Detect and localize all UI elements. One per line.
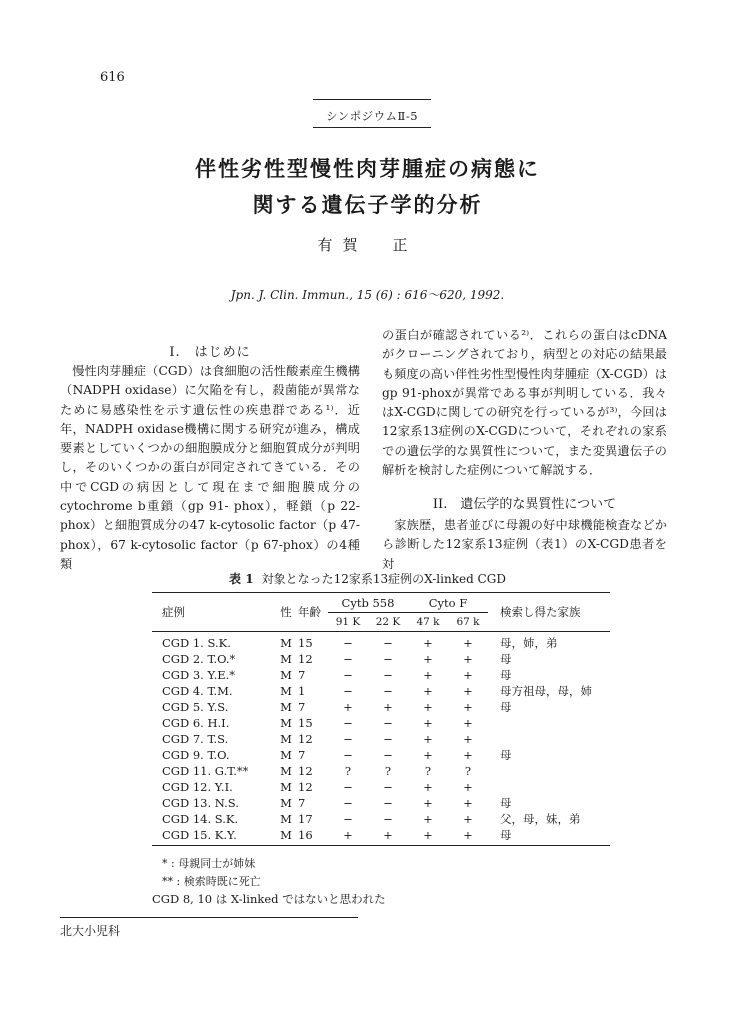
cell-family bbox=[488, 715, 610, 731]
cell-67k: + bbox=[463, 636, 473, 650]
cell-sex: M bbox=[280, 700, 292, 714]
header-family: 検索し得た家族 bbox=[488, 593, 610, 632]
cell-91k: − bbox=[343, 812, 353, 826]
table-caption-text: 対象となった12家系13症例のX-linked CGD bbox=[261, 572, 506, 586]
cell-family bbox=[488, 731, 610, 747]
cell-age: 16 bbox=[298, 827, 328, 846]
cell-47k: + bbox=[423, 652, 433, 666]
table-row bbox=[152, 811, 610, 827]
cell-family: 父，母，妹，弟 bbox=[500, 812, 581, 826]
cell-case: CGD 4. T.M. bbox=[162, 684, 233, 698]
cell-family: 母 bbox=[500, 652, 512, 666]
cell-age: 7 bbox=[298, 668, 306, 682]
cell-family: 母 bbox=[500, 700, 512, 714]
section2-paragraph: 家族歴，患者並びに母親の好中球機能検査などから診断した12家系13症例（表1）のX-CGD患者を対 bbox=[382, 518, 667, 571]
cell-case: CGD 7. T.S. bbox=[162, 732, 229, 746]
header-case: 症例 bbox=[152, 593, 274, 632]
paper-title-line2: 関する遺伝子学的分析 bbox=[252, 192, 483, 217]
cell-sex: M bbox=[274, 827, 298, 846]
cell-age: 12 bbox=[298, 780, 313, 794]
cell-91k: − bbox=[343, 636, 353, 650]
cell-47k: + bbox=[423, 668, 433, 682]
section1-paragraph: 慢性肉芽腫症（CGD）は食細胞の活性酸素産生機構（NADPH oxidase）に欠陥を有し，殺菌能が異常なために易感染性を示す遺伝性の疾患群である¹⁾．近年，NADPH oxidase機構に関する研究が進み，構成要素としていくつかの細胞膜成分と細胞質成分が判明し，そのいくつかの蛋白が同定されてきている．その中でCGDの病因として現在まで細胞膜成分のcytochrome b重鎖（gp 91- phox），軽鎖（p 22-phox）と細胞質成分の47 k-cytosolic factor（p 47-phox），67 k-cytosolic factor（p 67-phox）の4種類 bbox=[60, 364, 360, 571]
table-note-1: * : 母親同士が姉妹 bbox=[162, 857, 256, 870]
cell-67k: + bbox=[448, 827, 488, 846]
cell-22k: − bbox=[383, 780, 393, 794]
cell-91k: − bbox=[343, 684, 353, 698]
cell-22k: + bbox=[368, 827, 408, 846]
cell-47k: + bbox=[423, 812, 433, 826]
cell-22k: − bbox=[383, 652, 393, 666]
left-column bbox=[60, 362, 360, 574]
cell-47k: + bbox=[423, 748, 433, 762]
author-name: 有賀 正 bbox=[317, 236, 418, 254]
cell-case: CGD 6. H.I. bbox=[162, 716, 230, 730]
cell-67k: + bbox=[463, 812, 473, 826]
table-row bbox=[152, 827, 610, 846]
header-cytb558: Cytb 558 bbox=[328, 593, 408, 613]
page-number: 616 bbox=[100, 70, 125, 85]
symposium-rule-bottom bbox=[313, 127, 431, 128]
symposium-rule-top bbox=[313, 99, 431, 100]
table-row bbox=[152, 683, 610, 699]
cell-family: 母 bbox=[500, 796, 512, 810]
cell-sex: M bbox=[280, 668, 292, 682]
cell-67k: + bbox=[463, 748, 473, 762]
cell-22k: − bbox=[383, 636, 393, 650]
cell-91k: − bbox=[343, 748, 353, 762]
table-row bbox=[152, 779, 610, 795]
footnote-rule bbox=[60, 917, 358, 918]
cell-case: CGD 13. N.S. bbox=[162, 796, 239, 810]
cell-age: 15 bbox=[298, 636, 313, 650]
cell-67k: + bbox=[463, 732, 473, 746]
table-note-3: CGD 8, 10 は X-linked ではないと思われた bbox=[152, 892, 386, 906]
cell-family: 母 bbox=[500, 748, 512, 762]
header-22k: 22 K bbox=[368, 613, 408, 632]
table-row bbox=[152, 747, 610, 763]
cell-67k: + bbox=[463, 652, 473, 666]
cell-47k: + bbox=[423, 732, 433, 746]
cell-case: CGD 12. Y.I. bbox=[162, 780, 233, 794]
cell-67k: + bbox=[463, 700, 473, 714]
cell-22k: − bbox=[383, 748, 393, 762]
cell-91k: − bbox=[343, 716, 353, 730]
cell-91k: + bbox=[343, 700, 353, 714]
cell-age: 12 bbox=[298, 652, 313, 666]
cell-sex: M bbox=[280, 684, 292, 698]
table-row bbox=[152, 763, 610, 779]
cell-67k: + bbox=[463, 684, 473, 698]
cell-47k: ? bbox=[424, 764, 432, 778]
cell-age: 12 bbox=[298, 732, 313, 746]
cell-age: 15 bbox=[298, 716, 313, 730]
cell-sex: M bbox=[280, 652, 292, 666]
cell-47k: + bbox=[423, 684, 433, 698]
table-row bbox=[152, 795, 610, 811]
cell-age: 7 bbox=[298, 796, 306, 810]
cell-sex: M bbox=[280, 764, 292, 778]
cell-22k: − bbox=[383, 796, 393, 810]
cell-age: 7 bbox=[298, 700, 306, 714]
cell-22k: − bbox=[383, 716, 393, 730]
cell-22k: − bbox=[383, 812, 393, 826]
cell-age: 17 bbox=[298, 812, 313, 826]
cell-case: CGD 9. T.O. bbox=[162, 748, 230, 762]
cases-table bbox=[152, 592, 610, 846]
cell-sex: M bbox=[280, 796, 292, 810]
cell-47k: + bbox=[423, 716, 433, 730]
section2-heading: II. 遺伝学的な異質性について bbox=[432, 497, 617, 512]
journal-citation: Jpn. J. Clin. Immun., 15 (6) : 616〜620, 1992. bbox=[230, 288, 505, 302]
cell-22k: ? bbox=[384, 764, 392, 778]
cell-case: CGD 3. Y.E.* bbox=[162, 668, 236, 682]
cell-91k: − bbox=[343, 668, 353, 682]
cell-family bbox=[488, 779, 610, 795]
cell-age: 12 bbox=[298, 764, 313, 778]
table-row bbox=[152, 731, 610, 747]
author-affiliation: 北大小児科 bbox=[60, 924, 121, 938]
cell-91k: − bbox=[343, 780, 353, 794]
table-row bbox=[152, 651, 610, 667]
header-age: 年齢 bbox=[298, 593, 328, 632]
cell-22k: − bbox=[383, 684, 393, 698]
table-row bbox=[152, 699, 610, 715]
table-row bbox=[152, 667, 610, 683]
cell-case: CGD 14. S.K. bbox=[162, 812, 239, 826]
table-body bbox=[152, 632, 610, 846]
header-47k: 47 k bbox=[408, 613, 448, 632]
right-column bbox=[382, 326, 667, 480]
cell-case: CGD 11. G.T.** bbox=[162, 764, 249, 778]
cell-47k: + bbox=[423, 636, 433, 650]
cell-91k: + bbox=[328, 827, 368, 846]
header-91k: 91 K bbox=[328, 613, 368, 632]
header-67k: 67 k bbox=[448, 613, 488, 632]
symposium-label: シンポジウムⅡ-5 bbox=[325, 109, 419, 123]
cell-family: 母方祖母，母，姉 bbox=[500, 684, 592, 698]
cell-family: 母，姉，弟 bbox=[500, 636, 558, 650]
cell-22k: − bbox=[383, 668, 393, 682]
cell-sex: M bbox=[280, 716, 292, 730]
cell-91k: − bbox=[343, 796, 353, 810]
table-note-2: ** : 検索時既に死亡 bbox=[162, 875, 261, 888]
cell-family: 母 bbox=[488, 827, 610, 846]
table-caption-label: 表 1 bbox=[229, 572, 254, 586]
table-row bbox=[152, 632, 610, 652]
table-caption bbox=[0, 570, 735, 587]
cell-47k: + bbox=[423, 700, 433, 714]
table-row bbox=[152, 715, 610, 731]
cell-47k: + bbox=[423, 780, 433, 794]
cell-67k: + bbox=[463, 668, 473, 682]
cell-sex: M bbox=[280, 636, 292, 650]
cell-22k: + bbox=[383, 700, 393, 714]
cell-case: CGD 1. S.K. bbox=[162, 636, 231, 650]
cell-sex: M bbox=[280, 780, 292, 794]
cell-67k: + bbox=[463, 716, 473, 730]
cell-age: 1 bbox=[298, 684, 306, 698]
cell-91k: − bbox=[343, 732, 353, 746]
cell-sex: M bbox=[280, 748, 292, 762]
cell-case: CGD 15. K.Y. bbox=[152, 827, 274, 846]
cell-47k: + bbox=[408, 827, 448, 846]
cell-family: 母 bbox=[500, 668, 512, 682]
cell-67k: + bbox=[463, 796, 473, 810]
paper-title-line1: 伴性劣性型慢性肉芽腫症の病態に bbox=[195, 156, 540, 181]
cell-67k: ? bbox=[464, 764, 472, 778]
cell-91k: ? bbox=[344, 764, 352, 778]
cell-22k: − bbox=[383, 732, 393, 746]
cell-sex: M bbox=[280, 732, 292, 746]
cell-case: CGD 5. Y.S. bbox=[162, 700, 229, 714]
right-column-lower bbox=[382, 516, 667, 574]
cell-sex: M bbox=[280, 812, 292, 826]
cell-47k: + bbox=[423, 796, 433, 810]
cell-91k: − bbox=[343, 652, 353, 666]
header-cytof: Cyto F bbox=[408, 593, 488, 613]
cell-family bbox=[488, 763, 610, 779]
cell-case: CGD 2. T.O.* bbox=[162, 652, 236, 666]
cell-age: 7 bbox=[298, 748, 306, 762]
section1-heading: I. はじめに bbox=[169, 345, 251, 360]
right-paragraph-continued: の蛋白が確認されている²⁾．これらの蛋白はcDNAがクローニングされており，病型との対応の結果最も頻度の高い伴性劣性型慢性肉芽腫症（X-CGD）はgp 91-phoxが異常である事が判明している．我々はX-CGDに関しての研究を行っているが³⁾，今回は12家系13症例のX-CGDについて，それぞれの家系での遺伝学的な異質性について，また変異遺伝子の解析を検討した症例について解説する． bbox=[382, 328, 667, 478]
cell-67k: + bbox=[463, 780, 473, 794]
header-sex: 性 bbox=[274, 593, 298, 632]
